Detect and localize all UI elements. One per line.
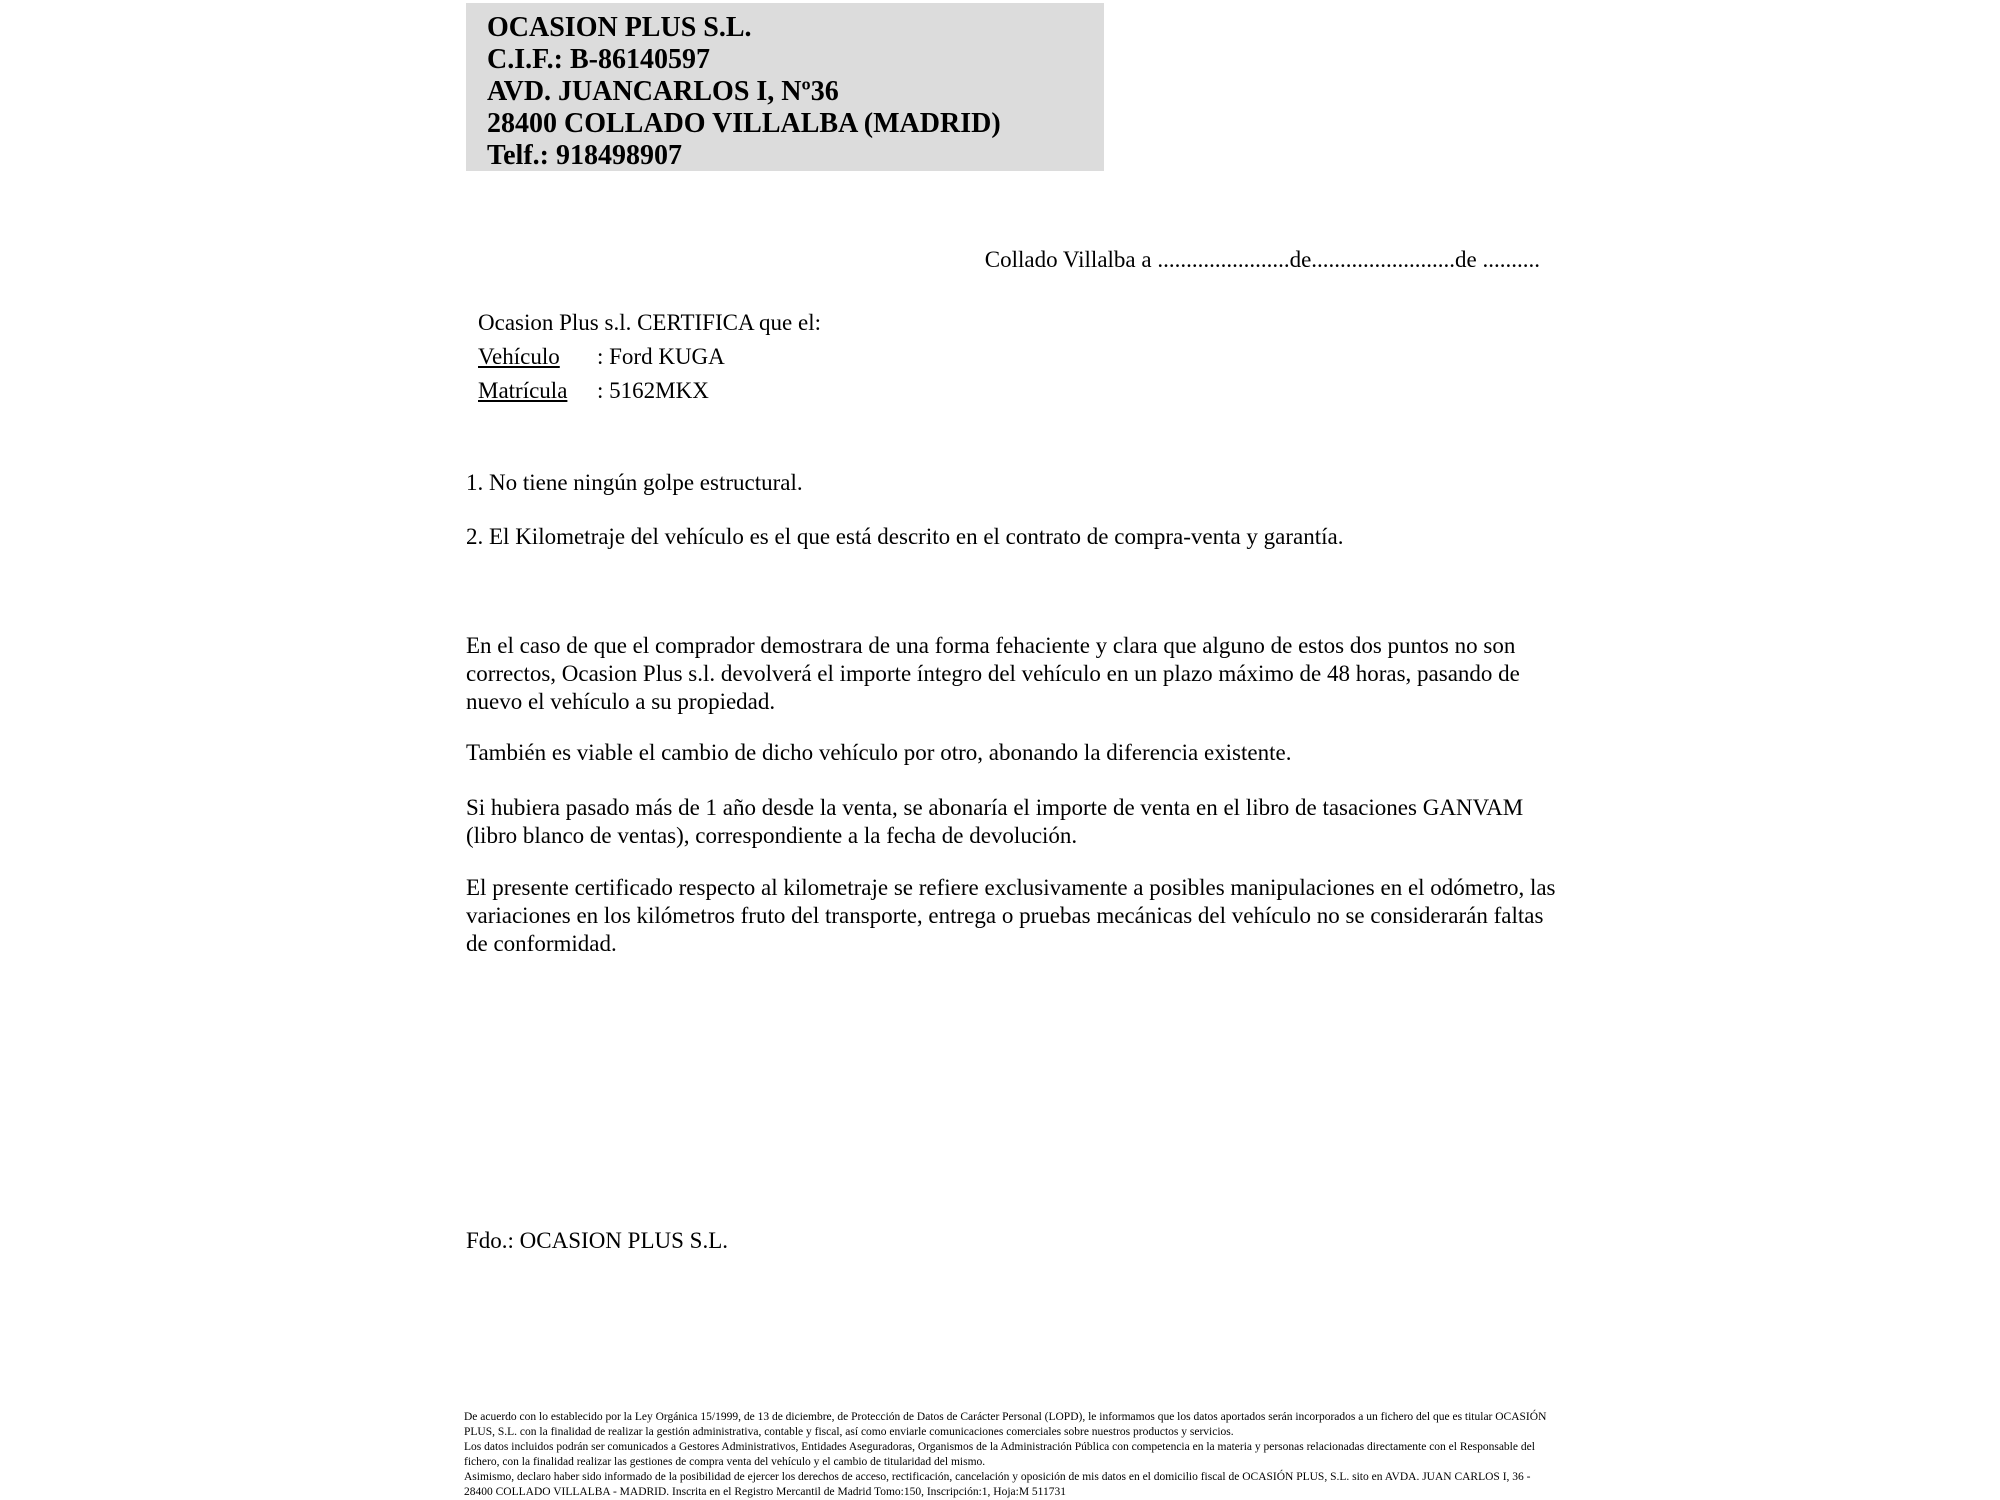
paragraph-refund-guarantee: En el caso de que el comprador demostrara de una forma fehaciente y clara que alguno de estos dos puntos no son correctos, Ocasion Plus s.l. devolverá el importe íntegro del vehículo en un plazo máximo de 48 horas, pasando de nuevo el vehículo a su propiedad. (466, 633, 1520, 714)
certification-block (478, 306, 821, 408)
paragraph-odometer-scope: El presente certificado respecto al kilometraje se refiere exclusivamente a posibles manipulaciones en el odómetro, las variaciones en los kilómetros fruto del transporte, entrega o pruebas mecánicas del vehículo no se considerarán faltas de conformidad. (466, 875, 1556, 956)
company-city: 28400 COLLADO VILLALBA (MADRID) (487, 108, 1001, 139)
vehicle-label: Vehículo (478, 344, 560, 369)
plate-value: : 5162MKX (597, 378, 709, 403)
vehicle-value: : Ford KUGA (597, 344, 725, 369)
plate-label: Matrícula (478, 378, 568, 403)
paragraph-exchange-option: También es viable el cambio de dicho vehículo por otro, abonando la diferencia existente. (466, 740, 1292, 765)
company-cif: C.I.F.: B-86140597 (487, 44, 710, 75)
legal-paragraph-rights: Asimismo, declaro haber sido informado de la posibilidad de ejercer los derechos de acceso, rectificación, cancelación y oposición de mis datos en el domicilio fiscal de OCASIÓN PLUS, S.L. sito en AVDA. JUAN CARLOS I, 36 - 28400 COLLADO VILLALBA - MADRID. Inscrita en el Registro Mercantil de Madrid Tomo:150, Inscripción:1, Hoja:M 511731 (464, 1471, 1531, 1498)
company-phone: Telf.: 918498907 (487, 140, 682, 171)
paragraph-ganvam-valuation: Si hubiera pasado más de 1 año desde la venta, se abonaría el importe de venta en el libro de tasaciones GANVAM (libro blanco de ventas), correspondiente a la fecha de devolución. (466, 795, 1524, 848)
vehicle-field (478, 340, 821, 374)
signature-line: Fdo.: OCASION PLUS S.L. (466, 1228, 728, 1253)
certify-intro: Ocasion Plus s.l. CERTIFICA que el: (478, 310, 821, 335)
company-header-block (466, 3, 1104, 171)
company-address: AVD. JUANCARLOS I, Nº36 (487, 76, 839, 107)
date-line: Collado Villalba a .......................de.........................de .......... (984, 247, 1540, 272)
company-name: OCASION PLUS S.L. (487, 12, 752, 43)
plate-field (478, 374, 821, 408)
condition-point-2: 2. El Kilometraje del vehículo es el que está descrito en el contrato de compra-venta y garantía. (466, 524, 1344, 549)
legal-paragraph-lopd: De acuerdo con lo establecido por la Ley Orgánica 15/1999, de 13 de diciembre, de Protección de Datos de Carácter Personal (LOPD), le informamos que los datos aportados serán incorporados a un fichero del que es titular OCASIÓN PLUS, S.L. con la finalidad de realizar la gestión administrativa, contable y fiscal, así como enviarle comunicaciones comerciales sobre nuestros productos y servicios. (464, 1411, 1547, 1438)
condition-point-1: 1. No tiene ningún golpe estructural. (466, 470, 803, 495)
legal-paragraph-data-sharing: Los datos incluidos podrán ser comunicados a Gestores Administrativos, Entidades Aseguradoras, Organismos de la Administración Pública con competencia en la materia y personas relacionadas directamente con el Responsable del fichero, con la finalidad realizar las gestiones de compra venta del vehículo y el cambio de titularidad del mismo. (464, 1441, 1535, 1468)
legal-footer (464, 1410, 1558, 1500)
